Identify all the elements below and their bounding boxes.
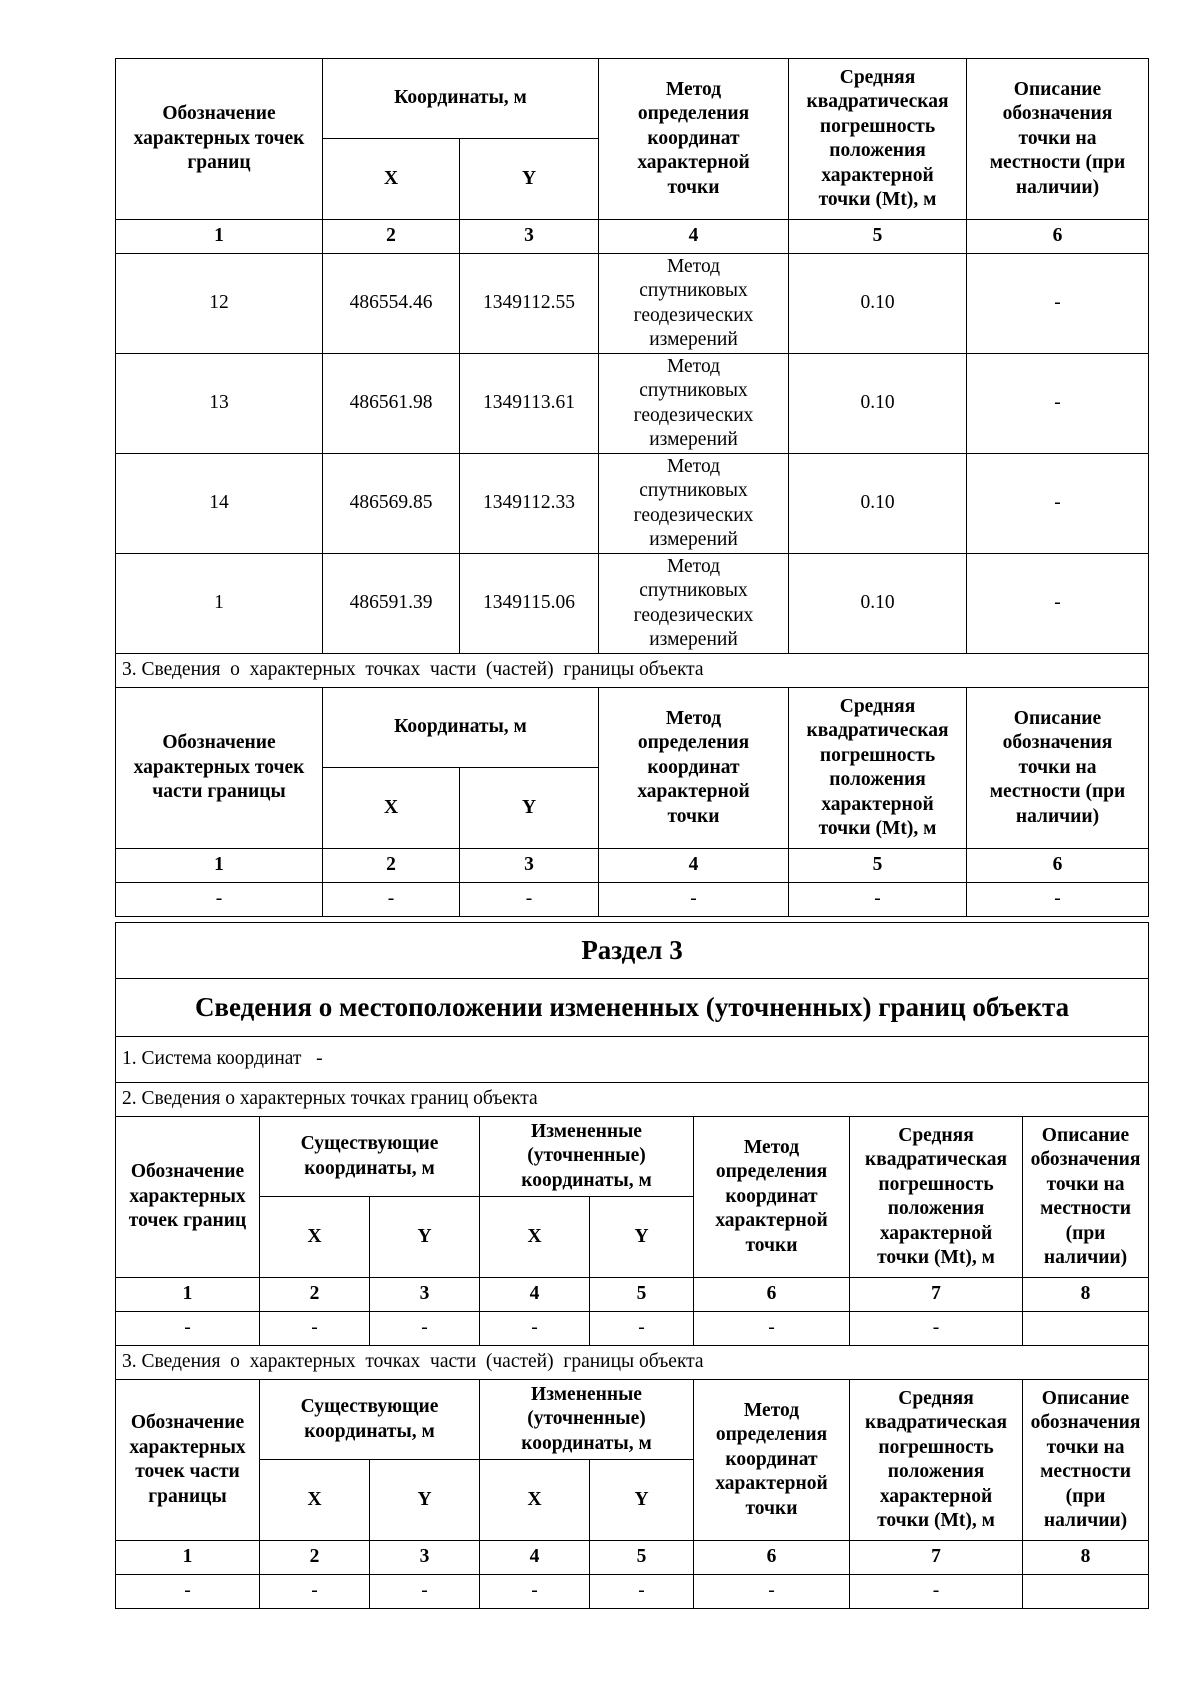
- column-number: 3: [370, 1541, 480, 1575]
- table-row: [116, 554, 1149, 654]
- part-header-existing-coordinates: Существующие координаты, м: [260, 1380, 480, 1460]
- column-number: 1: [116, 849, 323, 883]
- empty-cell: -: [480, 1312, 590, 1346]
- method: Метод спутниковых геодезических измерений: [599, 454, 789, 554]
- header-description: Описание обозначения точки на местности (при наличии): [1023, 1117, 1149, 1278]
- method: Метод спутниковых геодезических измерений: [599, 354, 789, 454]
- coordinate-system: 1. Система координат -: [116, 1037, 1149, 1083]
- column-number: 8: [1023, 1278, 1149, 1312]
- table-row: [116, 883, 1149, 917]
- header-method: Метод определения координат характерной точки: [694, 1117, 850, 1278]
- part-header-x: X: [323, 768, 460, 849]
- part-header-method: Метод определения координат характерной точки: [694, 1380, 850, 1541]
- column-number: 5: [789, 849, 967, 883]
- empty-cell: -: [694, 1575, 850, 1609]
- header-x: X: [480, 1197, 590, 1278]
- part-header-error: Средняя квадратическая погрешность положения характерной точки (Mt), м: [789, 688, 967, 849]
- coordinate-y: 1349113.61: [460, 354, 599, 454]
- empty-cell: -: [967, 883, 1149, 917]
- column-number: 3: [460, 849, 599, 883]
- part-header-changed-coordinates: Измененные (уточненные) координаты, м: [480, 1380, 694, 1460]
- empty-cell: -: [116, 1312, 260, 1346]
- part-header-method: Метод определения координат характерной точки: [599, 688, 789, 849]
- empty-cell: -: [590, 1312, 694, 1346]
- header-changed-coordinates: Измененные (уточненные) координаты, м: [480, 1117, 694, 1197]
- column-numbers-row: [116, 220, 1149, 254]
- table-row: [116, 454, 1149, 554]
- coordinate-x: 486569.85: [323, 454, 460, 554]
- coordinate-x: 486561.98: [323, 354, 460, 454]
- column-number: 7: [850, 1541, 1023, 1575]
- empty-cell: -: [599, 883, 789, 917]
- part-header-error: Средняя квадратическая погрешность положения характерной точки (Mt), м: [850, 1380, 1023, 1541]
- error-value: 0.10: [789, 354, 967, 454]
- column-number: 5: [590, 1278, 694, 1312]
- column-number: 6: [967, 849, 1149, 883]
- column-number: 1: [116, 1278, 260, 1312]
- point-number: 12: [116, 254, 323, 354]
- empty-cell: -: [850, 1575, 1023, 1609]
- coordinate-y: 1349112.33: [460, 454, 599, 554]
- column-number: 2: [260, 1278, 370, 1312]
- coordinate-y: 1349112.55: [460, 254, 599, 354]
- description: -: [967, 554, 1149, 654]
- header-error: Средняя квадратическая погрешность положения характерной точки (Mt), м: [850, 1117, 1023, 1278]
- error-value: 0.10: [789, 454, 967, 554]
- column-number: 3: [370, 1278, 480, 1312]
- column-number: 2: [323, 849, 460, 883]
- empty-cell: -: [116, 1575, 260, 1609]
- description: -: [967, 454, 1149, 554]
- header-x: X: [323, 139, 460, 220]
- header-existing-coordinates: Существующие координаты, м: [260, 1117, 480, 1197]
- point-number: 14: [116, 454, 323, 554]
- header-y: Y: [590, 1197, 694, 1278]
- method: Метод спутниковых геодезических измерений: [599, 554, 789, 654]
- method: Метод спутниковых геодезических измерений: [599, 254, 789, 354]
- header-designation: Обозначение характерных точек границ: [116, 1117, 260, 1278]
- empty-cell: -: [370, 1312, 480, 1346]
- column-number: 4: [480, 1541, 590, 1575]
- table-row: [116, 354, 1149, 454]
- description: -: [967, 254, 1149, 354]
- empty-cell: [1023, 1312, 1149, 1346]
- section-subtitle: Сведения о местоположении измененных (уточненных) границ объекта: [116, 979, 1149, 1037]
- header-y: Y: [370, 1197, 480, 1278]
- empty-cell: -: [260, 1575, 370, 1609]
- header-error: Средняя квадратическая погрешность положения характерной точки (Mt), м: [789, 59, 967, 220]
- empty-cell: -: [850, 1312, 1023, 1346]
- empty-cell: -: [460, 883, 599, 917]
- column-number: 4: [480, 1278, 590, 1312]
- point-number: 13: [116, 354, 323, 454]
- part-header-y: Y: [590, 1460, 694, 1541]
- empty-cell: -: [590, 1575, 694, 1609]
- column-number: 5: [789, 220, 967, 254]
- part-header-designation: Обозначение характерных точек части границы: [116, 688, 323, 849]
- table-row: [116, 254, 1149, 354]
- coordinate-x: 486554.46: [323, 254, 460, 354]
- section-title: Раздел 3: [116, 923, 1149, 979]
- part-header-y: Y: [370, 1460, 480, 1541]
- error-value: 0.10: [789, 254, 967, 354]
- header-method: Метод определения координат характерной точки: [599, 59, 789, 220]
- part-header-description: Описание обозначения точки на местности (при наличии): [1023, 1380, 1149, 1541]
- column-number: 1: [116, 220, 323, 254]
- column-numbers-row: [116, 1541, 1149, 1575]
- column-number: 2: [260, 1541, 370, 1575]
- column-number: 4: [599, 849, 789, 883]
- description: -: [967, 354, 1149, 454]
- part-points-title: 3. Сведения о характерных точках части (частей) границы объекта: [116, 1346, 1149, 1380]
- points-table: [115, 58, 1149, 917]
- column-number: 6: [967, 220, 1149, 254]
- header-coordinates: Координаты, м: [323, 59, 599, 139]
- empty-cell: -: [694, 1312, 850, 1346]
- error-value: 0.10: [789, 554, 967, 654]
- point-number: 1: [116, 554, 323, 654]
- coordinate-y: 1349115.06: [460, 554, 599, 654]
- table-row: [116, 1312, 1149, 1346]
- empty-cell: -: [116, 883, 323, 917]
- column-numbers-row: [116, 1278, 1149, 1312]
- header-designation: Обозначение характерных точек границ: [116, 59, 323, 220]
- column-numbers-row: [116, 849, 1149, 883]
- header-y: Y: [460, 139, 599, 220]
- column-number: 6: [694, 1278, 850, 1312]
- coordinate-x: 486591.39: [323, 554, 460, 654]
- empty-cell: -: [323, 883, 460, 917]
- column-number: 4: [599, 220, 789, 254]
- column-number: 8: [1023, 1541, 1149, 1575]
- column-number: 2: [323, 220, 460, 254]
- part-header-description: Описание обозначения точки на местности (при наличии): [967, 688, 1149, 849]
- points-title: 2. Сведения о характерных точках границ объекта: [116, 1083, 1149, 1117]
- empty-cell: -: [789, 883, 967, 917]
- part-header-y: Y: [460, 768, 599, 849]
- part-header-designation: Обозначение характерных точек части границы: [116, 1380, 260, 1541]
- section3-table: [115, 922, 1149, 1609]
- part-header-x: X: [480, 1460, 590, 1541]
- empty-cell: -: [480, 1575, 590, 1609]
- column-number: 1: [116, 1541, 260, 1575]
- part-header-x: X: [260, 1460, 370, 1541]
- header-x: X: [260, 1197, 370, 1278]
- empty-cell: -: [370, 1575, 480, 1609]
- table-row: [116, 1575, 1149, 1609]
- empty-cell: -: [260, 1312, 370, 1346]
- empty-cell: [1023, 1575, 1149, 1609]
- part-header-coordinates: Координаты, м: [323, 688, 599, 768]
- header-description: Описание обозначения точки на местности (при наличии): [967, 59, 1149, 220]
- part-points-title: 3. Сведения о характерных точках части (частей) границы объекта: [116, 654, 1149, 688]
- column-number: 3: [460, 220, 599, 254]
- column-number: 6: [694, 1541, 850, 1575]
- column-number: 7: [850, 1278, 1023, 1312]
- column-number: 5: [590, 1541, 694, 1575]
